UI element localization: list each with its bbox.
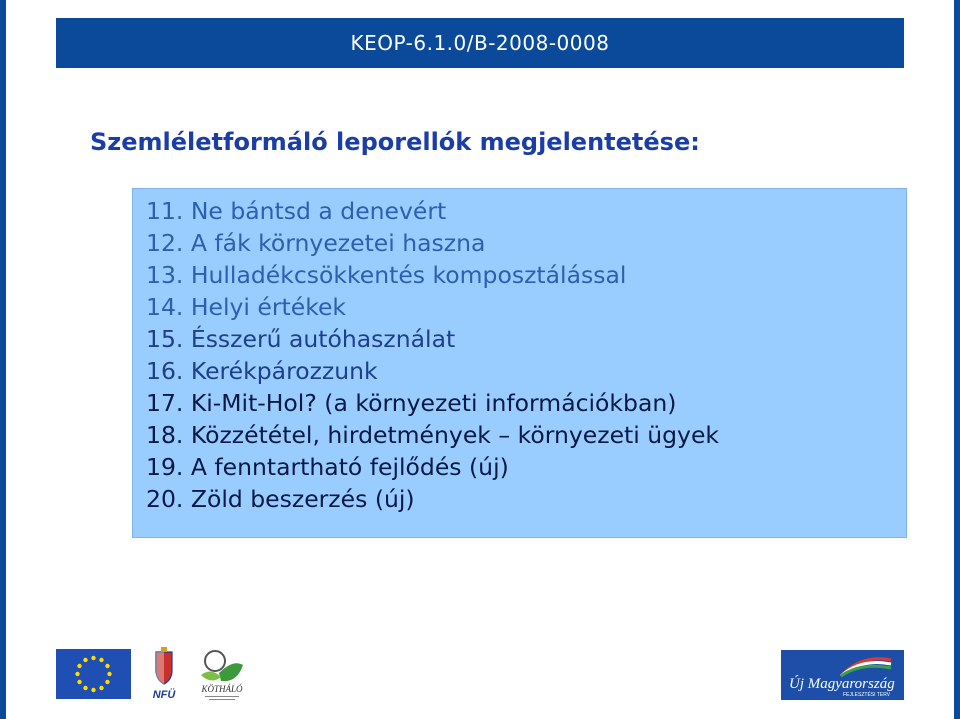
- list-item: 18. Közzététel, hirdetmények – környezeti ügyek: [146, 421, 720, 449]
- footer-logos-left: [56, 646, 247, 702]
- topic-list: [133, 189, 906, 515]
- left-frame-bar: [0, 0, 6, 719]
- uj-magyarorszag-icon: [781, 650, 904, 700]
- list-item: 17. Ki-Mit-Hol? (a környezeti információkban): [146, 389, 677, 417]
- slide-title: Szemléletformáló leporellók megjelentetése:: [90, 128, 700, 156]
- nfu-crest-icon: [147, 646, 181, 702]
- topic-list-box: [132, 188, 907, 538]
- list-item: 20. Zöld beszerzés (új): [146, 485, 415, 513]
- svg-text:Új Magyarország: Új Magyarország: [789, 676, 895, 692]
- list-item: 16. Kerékpározzunk: [146, 357, 378, 385]
- svg-text:KÖTHÁLÓ: KÖTHÁLÓ: [201, 684, 243, 694]
- list-item: 19. A fenntartható fejlődés (új): [146, 453, 509, 481]
- nfu-logo: [147, 646, 181, 702]
- top-banner: [56, 18, 904, 68]
- svg-text:FEJLESZTÉSI TERV: FEJLESZTÉSI TERV: [843, 692, 891, 698]
- eu-flag-icon: [56, 649, 131, 699]
- list-item: 12. A fák környezetei haszna: [146, 229, 486, 257]
- uj-magyarorszag-logo: [781, 650, 904, 700]
- right-frame-bar: [954, 0, 960, 719]
- list-item: 14. Helyi értékek: [146, 293, 347, 321]
- list-item: 11. Ne bántsd a denevért: [146, 197, 447, 225]
- kothalo-logo: [197, 645, 247, 703]
- kothalo-leaf-icon: [197, 645, 247, 703]
- list-item: 13. Hulladékcsökkentés komposztálással: [146, 261, 627, 289]
- banner-text: KEOP-6.1.0/B-2008-0008: [350, 31, 610, 55]
- svg-text:NFÜ: NFÜ: [152, 689, 176, 701]
- list-item: 15. Ésszerű autóhasználat: [146, 325, 456, 353]
